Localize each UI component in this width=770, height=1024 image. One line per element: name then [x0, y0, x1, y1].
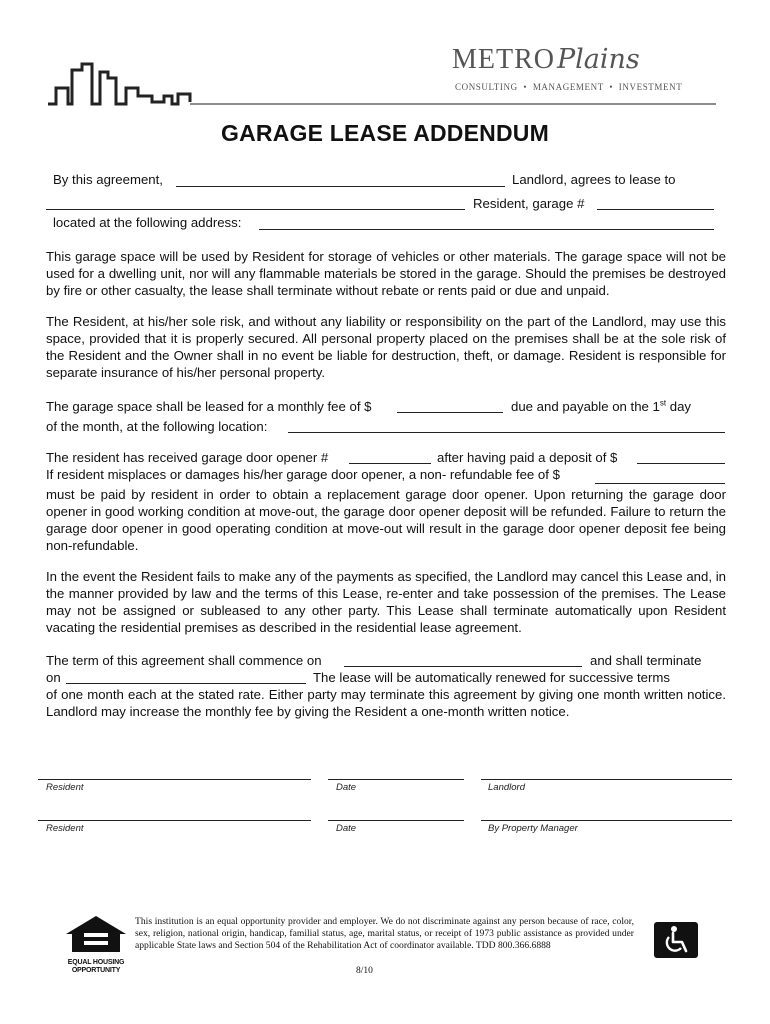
resident-label-1: Resident	[46, 782, 84, 793]
commence-date-field[interactable]	[344, 666, 582, 667]
page-title: GARAGE LEASE ADDENDUM	[221, 120, 549, 146]
opener-number-field[interactable]	[349, 463, 431, 464]
fee-label: The garage space shall be leased for a monthly fee of $	[46, 399, 372, 414]
paragraph-usage: This garage space will be used by Resident for storage of vehicles or other materials. The garage space will not be used for a dwelling unit, nor will any flammable materials be stored in the garage. Should the premises be destroyed by fire or other casualty, the lease shall terminate without rebate or rents paid or due and unpaid.	[46, 249, 726, 298]
brand-name: METROPlains	[452, 44, 640, 75]
resident-garage-label: Resident, garage #	[473, 196, 585, 211]
terminate-date-field[interactable]	[66, 683, 306, 684]
term-label: The term of this agreement shall commence on	[46, 653, 322, 668]
paragraph-default: In the event the Resident fails to make any of the payments as specified, the Landlord may cancel this Lease and, in the manner provided by law and the terms of this Lease, re-enter and take possession of the premises. The Lease may not be assigned or subleased to any other party. This Lease shall terminate automatically upon Resident vacating the residential premises as described in the residential lease agreement.	[46, 569, 726, 635]
resident-signature-line-2[interactable]	[38, 820, 311, 821]
deposit-label: after having paid a deposit of $	[437, 450, 618, 465]
terminate-label: and shall terminate	[590, 653, 702, 668]
replacement-fee-label: If resident misplaces or damages his/her garage door opener, a non- refundable fee of $	[46, 467, 560, 482]
equal-housing-logo: EQUAL HOUSING OPPORTUNITY	[64, 914, 128, 975]
landlord-agrees-label: Landlord, agrees to lease to	[512, 172, 676, 187]
resident-label-2: Resident	[46, 823, 84, 834]
manager-signature-line[interactable]	[481, 820, 732, 821]
replacement-fee-field[interactable]	[595, 483, 725, 484]
garage-number-field[interactable]	[597, 209, 714, 210]
paragraph-renewal: of one month each at the stated rate. Either party may terminate this agreement by giving one month written notice. Landlord may increase the monthly fee by giving the Resident a one-month written notice.	[46, 687, 726, 719]
resident-signature-line-1[interactable]	[38, 779, 311, 780]
address-label: located at the following address:	[53, 215, 242, 230]
wheelchair-accessibility-icon	[654, 922, 698, 958]
date-label-1: Date	[336, 782, 357, 793]
deposit-amount-field[interactable]	[637, 463, 725, 464]
renewal-label: The lease will be automatically renewed for successive terms	[313, 670, 670, 685]
landlord-label: Landlord	[488, 782, 525, 793]
landlord-signature-line[interactable]	[481, 779, 732, 780]
opener-label: The resident has received garage door opener #	[46, 450, 329, 465]
property-manager-label: By Property Manager	[488, 823, 578, 834]
date-line-1[interactable]	[328, 779, 464, 780]
paragraph-opener-terms: must be paid by resident in order to obtain a replacement garage door opener. Upon returning the garage door opener in good working condition at move-out, the garage door opener deposit will be refunded. Failure to return the garage door opener in good operating condition at move-out will result in the garage door opener deposit fee being non-refundable.	[46, 487, 726, 553]
equal-housing-house-icon	[64, 914, 128, 954]
payment-location-field[interactable]	[288, 432, 725, 433]
page-code: 8/10	[356, 966, 373, 976]
date-line-2[interactable]	[328, 820, 464, 821]
brand-tagline: CONSULTING • MANAGEMENT • INVESTMENT	[455, 82, 683, 92]
paragraph-liability: The Resident, at his/her sole risk, and without any liability or responsibility on the part of the Landlord, may use this space, provided that it is properly secured. All personal property placed on the premises shall be at the sole risk of the Resident and the Owner shall in no event be liable for destruction, theft, or damage. Resident is responsible for separate insurance of his/her personal property.	[46, 314, 726, 380]
monthly-fee-field[interactable]	[397, 412, 503, 413]
landlord-name-field[interactable]	[176, 186, 505, 187]
address-field[interactable]	[259, 229, 714, 230]
resident-name-field[interactable]	[46, 209, 465, 210]
term-on-label: on	[46, 670, 61, 685]
date-label-2: Date	[336, 823, 357, 834]
due-payable-label: due and payable on the 1st day	[511, 398, 692, 414]
fee-location-label: of the month, at the following location:	[46, 419, 268, 434]
nondiscrimination-notice: This institution is an equal opportunity provider and employer. We do not discriminate against any person because of race, color, sex, religion, national origin, handicap, familial status, age, marital status, or receipt of 1973 public assistance as provided under applicable State laws and Section 504 of the Rehabilitation Act of coordinator available. TDD 800.366.6888	[135, 916, 634, 951]
by-agreement-label: By this agreement,	[53, 172, 163, 187]
